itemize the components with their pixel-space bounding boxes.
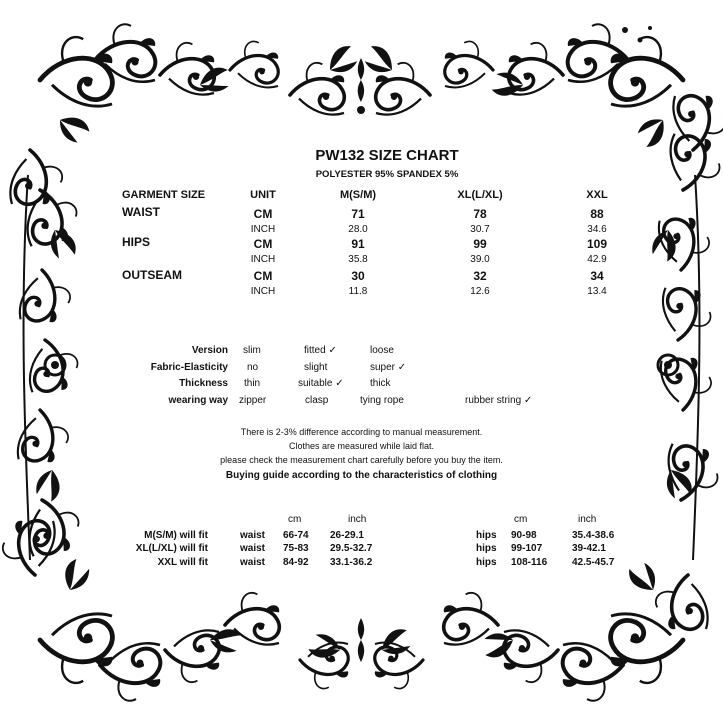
note-laid-flat: Clothes are measured while laid flat. bbox=[288, 441, 435, 451]
fit-hips-inch-m: 35.4-38.6 bbox=[572, 530, 615, 541]
fit-waist-cm-xxl: 84-92 bbox=[283, 557, 309, 568]
row-label-outseam: OUTSEAM bbox=[122, 268, 182, 282]
option-clasp: clasp bbox=[305, 395, 329, 406]
outseam-inch-xxl: 13.4 bbox=[587, 286, 607, 297]
header-size-xxl: XXL bbox=[586, 189, 608, 201]
fit-hips-inch-xl: 39-42.1 bbox=[572, 543, 606, 554]
outseam-cm-xxl: 34 bbox=[590, 269, 604, 283]
chart-title: PW132 SIZE CHART bbox=[315, 147, 459, 164]
note-measurement-difference: There is 2-3% difference according to manual measurement. bbox=[240, 427, 483, 437]
header-garment-size: GARMENT SIZE bbox=[122, 189, 206, 201]
fit-hips-cm-xxl: 108-116 bbox=[511, 557, 548, 568]
waist-cm-xxl: 88 bbox=[590, 207, 604, 221]
option-zipper: zipper bbox=[239, 395, 267, 406]
header-size-xl: XL(L/XL) bbox=[457, 189, 503, 201]
label-fabric-elasticity: Fabric-Elasticity bbox=[150, 362, 228, 373]
option-no: no bbox=[247, 362, 259, 373]
unit-cm: CM bbox=[253, 207, 273, 221]
hips-label: hips bbox=[476, 530, 497, 541]
row-label-waist: WAIST bbox=[122, 205, 160, 219]
hips-cm-xl: 99 bbox=[473, 237, 487, 251]
header-size-m: M(S/M) bbox=[339, 189, 377, 201]
waist-inch-header: inch bbox=[348, 514, 367, 525]
fit-label-m: M(S/M) will fit bbox=[144, 530, 208, 541]
fit-hips-cm-xl: 99-107 bbox=[511, 543, 543, 554]
waist-cm-m: 71 bbox=[351, 207, 365, 221]
label-thickness: Thickness bbox=[179, 378, 228, 389]
label-wearing-way: wearing way bbox=[168, 395, 228, 406]
option-thin: thin bbox=[244, 378, 261, 389]
row-label-hips: HIPS bbox=[122, 235, 151, 249]
unit-cm: CM bbox=[253, 269, 273, 283]
option-fitted-checked: fitted ✓ bbox=[304, 345, 337, 356]
hips-cm-xxl: 109 bbox=[586, 237, 608, 251]
option-suitable-checked: suitable ✓ bbox=[298, 378, 344, 389]
outseam-inch-xl: 12.6 bbox=[470, 286, 490, 297]
fit-label-xl: XL(L/XL) will fit bbox=[135, 543, 208, 554]
option-loose: loose bbox=[370, 345, 394, 356]
header-unit: UNIT bbox=[250, 189, 276, 201]
waist-label: waist bbox=[240, 543, 266, 554]
outseam-cm-m: 30 bbox=[351, 269, 365, 283]
option-slight: slight bbox=[304, 362, 328, 373]
fit-waist-inch-xxl: 33.1-36.2 bbox=[330, 557, 373, 568]
material-composition: POLYESTER 95% SPANDEX 5% bbox=[315, 169, 459, 180]
option-tying-rope: tying rope bbox=[360, 395, 404, 406]
hips-inch-xxl: 42.9 bbox=[587, 254, 607, 265]
bottom-right-ornament bbox=[482, 559, 708, 700]
waist-inch-xxl: 34.6 bbox=[587, 224, 607, 235]
fit-label-xxl: XXL will fit bbox=[157, 557, 208, 568]
hips-cm-m: 91 bbox=[351, 237, 365, 251]
hips-label: hips bbox=[476, 557, 497, 568]
waist-inch-xl: 30.7 bbox=[470, 224, 490, 235]
fit-waist-cm-xl: 75-83 bbox=[283, 543, 309, 554]
top-center-ornament bbox=[290, 43, 430, 115]
fit-hips-inch-xxl: 42.5-45.7 bbox=[572, 557, 615, 568]
unit-inch: INCH bbox=[250, 286, 276, 297]
fit-hips-cm-m: 90-98 bbox=[511, 530, 537, 541]
waist-label: waist bbox=[240, 557, 266, 568]
waist-label: waist bbox=[240, 530, 266, 541]
left-side-ornament bbox=[17, 175, 83, 560]
label-version: Version bbox=[191, 345, 228, 356]
top-left-ornament bbox=[10, 24, 278, 204]
unit-inch: INCH bbox=[250, 254, 276, 265]
hips-cm-header: cm bbox=[514, 514, 528, 525]
note-check-chart: please check the measurement chart carefully before you buy the item. bbox=[220, 455, 503, 465]
outseam-cm-xl: 32 bbox=[473, 269, 487, 283]
option-thick: thick bbox=[370, 378, 391, 389]
buying-guide-title: Buying guide according to the characteristics of clothing bbox=[225, 470, 498, 481]
fit-waist-inch-xl: 29.5-32.7 bbox=[330, 543, 373, 554]
waist-cm-xl: 78 bbox=[473, 207, 487, 221]
right-side-ornament bbox=[649, 133, 723, 560]
fit-waist-cm-m: 66-74 bbox=[283, 530, 309, 541]
option-rubber-string-checked: rubber string ✓ bbox=[465, 395, 533, 406]
unit-inch: INCH bbox=[250, 224, 276, 235]
hips-inch-header: inch bbox=[578, 514, 597, 525]
outseam-inch-m: 11.8 bbox=[348, 286, 368, 297]
hips-label: hips bbox=[476, 543, 497, 554]
bottom-center-ornament bbox=[225, 593, 498, 689]
unit-cm: CM bbox=[253, 237, 273, 251]
hips-inch-xl: 39.0 bbox=[470, 254, 490, 265]
option-super-checked: super ✓ bbox=[370, 362, 407, 373]
option-slim: slim bbox=[243, 345, 261, 356]
top-right-ornament bbox=[445, 24, 723, 150]
fit-waist-inch-m: 26-29.1 bbox=[330, 530, 364, 541]
hips-inch-m: 35.8 bbox=[348, 254, 368, 265]
waist-cm-header: cm bbox=[288, 514, 302, 525]
waist-inch-m: 28.0 bbox=[348, 224, 368, 235]
